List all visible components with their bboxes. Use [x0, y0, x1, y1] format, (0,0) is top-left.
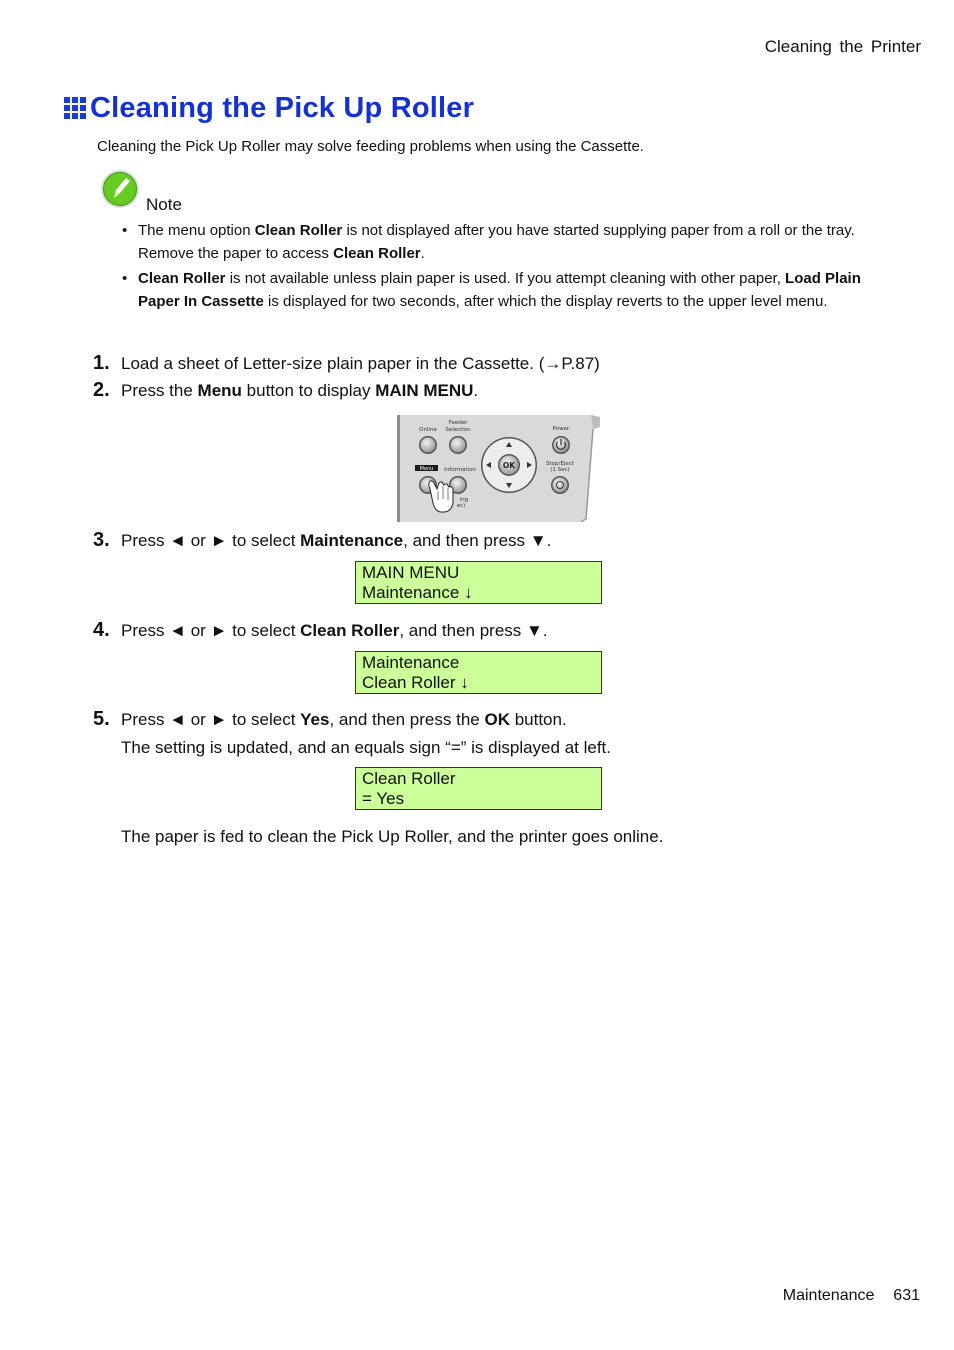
svg-text:Stop/Eject: Stop/Eject [546, 461, 574, 467]
svg-text:ing: ing [459, 497, 469, 503]
step-2: 2. Press the Menu button to display MAIN MENU. [93, 379, 479, 401]
svg-text:Online: Online [419, 427, 437, 433]
step-5: 5. Press ◄ or ► to select Yes, and then press the OK button. [93, 708, 567, 730]
pencil-note-icon [100, 169, 140, 209]
lcd-display: Maintenance Clean Roller ↓ [355, 651, 602, 694]
closing-text: The paper is fed to clean the Pick Up Roller, and the printer goes online. [121, 827, 664, 846]
svg-text:(1 Sec): (1 Sec) [550, 467, 570, 473]
note-label: Note [146, 195, 182, 214]
footer-section: Maintenance [782, 1287, 875, 1304]
page-number: 631 [893, 1287, 920, 1304]
step-5-result: The setting is updated, and an equals sign “=” is displayed at left. [121, 738, 611, 757]
step-4: 4. Press ◄ or ► to select Clean Roller, and then press ▼. [93, 619, 548, 641]
note-item: • Clean Roller is not available unless plain paper is used. If you attempt cleaning with other paper, Load Plain Paper In Cassette is displayed for two seconds, after which the display reverts to the upper level menu. [138, 267, 878, 313]
svg-text:OK: OK [502, 461, 516, 470]
intro-text: Cleaning the Pick Up Roller may solve feeding problems when using the Cassette. [97, 138, 644, 155]
lcd-display: Clean Roller = Yes [355, 767, 602, 810]
svg-text:ec): ec) [456, 503, 466, 509]
step-1: 1. Load a sheet of Letter-size plain paper in the Cassette. (→P.87) [93, 352, 600, 374]
svg-text:Selection: Selection [445, 427, 471, 433]
grid-icon [64, 97, 86, 119]
control-panel-illustration [397, 415, 601, 522]
svg-text:Feeder: Feeder [448, 420, 468, 426]
svg-text:Power: Power [552, 426, 570, 432]
svg-text:Information: Information [444, 467, 476, 473]
lcd-display: MAIN MENU Maintenance ↓ [355, 561, 602, 604]
running-header: Cleaning the Printer [764, 37, 921, 56]
step-3: 3. Press ◄ or ► to select Maintenance, and then press ▼. [93, 529, 552, 551]
footer [783, 1287, 920, 1305]
svg-text:Menu: Menu [419, 466, 434, 472]
title-row [64, 88, 474, 128]
page-title: Cleaning the Pick Up Roller [90, 91, 475, 124]
note-item: • The menu option Clean Roller is not displayed after you have started supplying paper from a roll or the tray. Remove the paper to access Clean Roller. [138, 219, 878, 265]
